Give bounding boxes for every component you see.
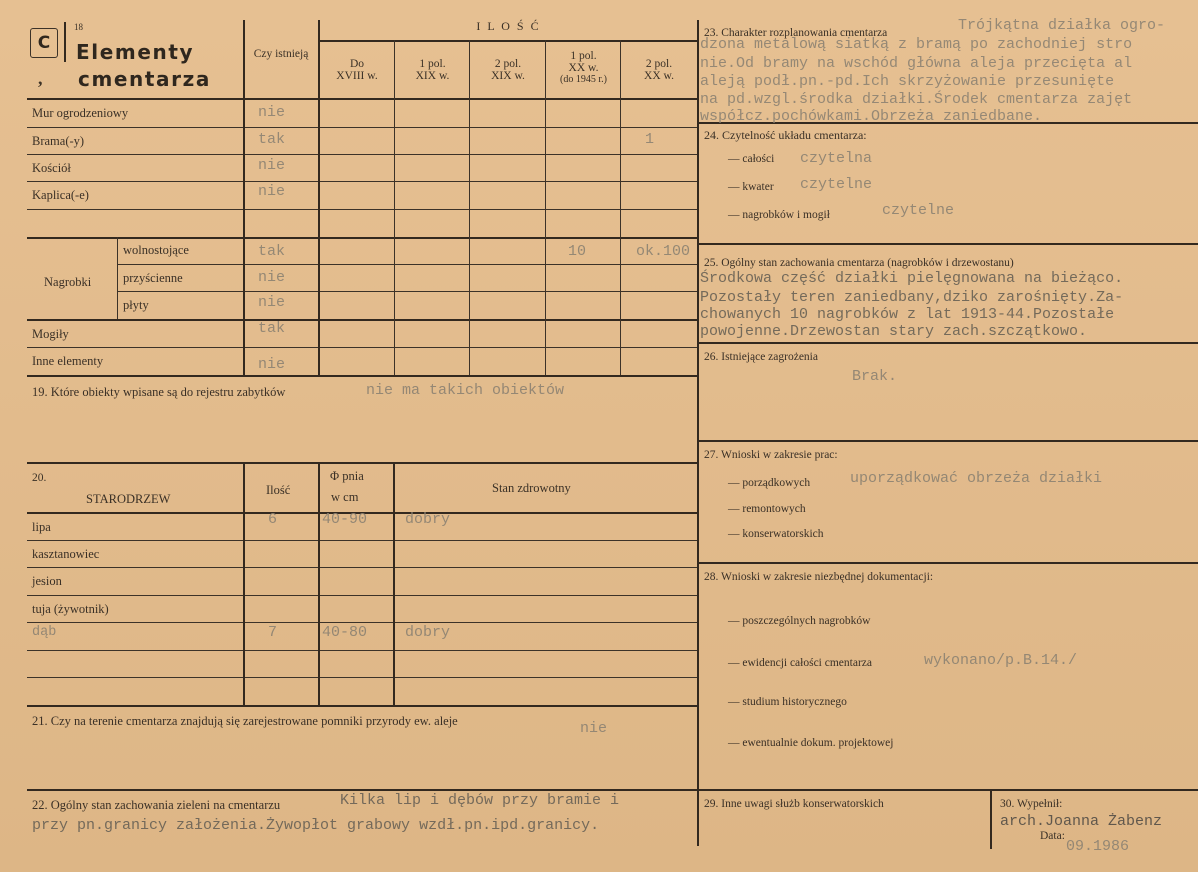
divider bbox=[545, 40, 546, 375]
q28-b-label: — ewidencji całości cmentarza bbox=[728, 657, 872, 669]
row-label-plyty: płyty bbox=[123, 298, 149, 312]
q19-label: 19. Które obiekty wpisane są do rejestru zabytków bbox=[32, 385, 286, 399]
tree-dia-lipa: 40-90 bbox=[322, 511, 368, 528]
q20-heading: STARODRZEW bbox=[86, 492, 171, 506]
q27-b-label: — remontowych bbox=[728, 503, 806, 515]
q22-answer-line2: przy pn.granicy założenia.Żywopłot grabowy wzdł.pn.ipd.granicy. bbox=[32, 817, 600, 834]
divider bbox=[27, 209, 697, 210]
tree-count-lipa: 6 bbox=[268, 511, 278, 528]
row-value-wolnostojace-2pol-xx: ok.100 bbox=[636, 243, 691, 260]
divider bbox=[64, 22, 66, 62]
col-czy-istnieja: Czy istnieją bbox=[253, 48, 309, 60]
row-value-brama-exists: tak bbox=[258, 131, 286, 148]
tree-state-lipa: dobry bbox=[405, 511, 451, 528]
row-label-kosciol: Kościół bbox=[32, 161, 71, 175]
q28-b-value: wykonano/p.B.14./ bbox=[924, 652, 1078, 669]
q26-label: 26. Istniejące zagrożenia bbox=[704, 351, 818, 363]
q30-date-label: Data: bbox=[1040, 830, 1065, 842]
q20-col-fi: Φ pnia bbox=[330, 469, 364, 483]
section-title-line2: cmentarza bbox=[78, 67, 211, 91]
divider bbox=[117, 237, 118, 319]
divider bbox=[27, 127, 697, 128]
q21-answer: nie bbox=[580, 720, 608, 737]
q23-line6: współcz.pochówkami.Obrzeża zaniedbane. bbox=[700, 108, 1043, 125]
section-letter-box bbox=[30, 28, 58, 58]
q24-b-value: czytelne bbox=[800, 176, 873, 193]
section-number: 18 bbox=[74, 22, 83, 32]
q23-label: 23. Charakter rozplanowania cmentarza bbox=[704, 27, 888, 39]
col-1pol-xx: 1 pol. XX w. (do 1945 r.) bbox=[560, 50, 607, 85]
divider bbox=[27, 650, 697, 651]
tree-name-lipa: lipa bbox=[32, 520, 51, 534]
row-value-mogily-exists: tak bbox=[258, 320, 286, 337]
q23-line2: dzona metalową siatką z bramą po zachodniej stro bbox=[700, 36, 1133, 53]
row-label-brama: Brama(-y) bbox=[32, 134, 85, 148]
divider bbox=[469, 40, 470, 375]
q25-label: 25. Ogólny stan zachowania cmentarza (nagrobków i drzewostanu) bbox=[704, 257, 1014, 269]
tree-state-dab: dobry bbox=[405, 624, 451, 641]
row-label-nagrobki: Nagrobki bbox=[44, 275, 92, 289]
divider bbox=[27, 462, 697, 464]
row-label-mur: Mur ogrodzeniowy bbox=[32, 106, 129, 120]
q19-answer: nie ma takich obiektów bbox=[366, 382, 565, 399]
q24-label: 24. Czytelność układu cmentarza: bbox=[704, 128, 867, 142]
q23-line4: aleją podł.pn.-pd.Ich skrzyżowanie przesunięte bbox=[700, 73, 1115, 90]
divider bbox=[394, 40, 395, 375]
q28-d-label: — ewentualnie dokum. projektowej bbox=[728, 737, 894, 749]
q30-date: 09.1986 bbox=[1066, 838, 1130, 855]
q30-label: 30. Wypełnił: bbox=[1000, 798, 1063, 810]
divider bbox=[117, 291, 697, 292]
row-value-wolnostojace-exists: tak bbox=[258, 243, 286, 260]
q24-a-value: czytelna bbox=[800, 150, 873, 167]
q26-answer: Brak. bbox=[852, 368, 898, 385]
q29-label: 29. Inne uwagi służb konserwatorskich bbox=[704, 798, 884, 810]
divider bbox=[318, 462, 320, 705]
tree-name-kasztanowiec: kasztanowiec bbox=[32, 547, 100, 561]
q25-line4: powojenne.Drzewostan stary zach.szczątkowo. bbox=[700, 323, 1088, 340]
tree-count-dab: 7 bbox=[268, 624, 278, 641]
q20-col-cm: w cm bbox=[331, 490, 359, 504]
q25-line3: chowanych 10 nagrobków z lat 1913-44.Pozostałe bbox=[700, 306, 1115, 323]
q27-a-value: uporządkować obrzeża działki bbox=[850, 470, 1103, 487]
divider bbox=[27, 98, 697, 100]
divider bbox=[27, 319, 697, 321]
row-value-przyscienne-exists: nie bbox=[258, 269, 286, 286]
divider bbox=[318, 40, 697, 42]
divider bbox=[27, 375, 697, 377]
q21-label: 21. Czy na terenie cmentarza znajdują się zarejestrowane pomniki przyrody ew. aleje bbox=[32, 714, 458, 728]
divider bbox=[27, 540, 697, 541]
q24-c-value: czytelne bbox=[882, 202, 955, 219]
q27-a-label: — porządkowych bbox=[728, 477, 811, 489]
divider bbox=[697, 243, 1198, 245]
row-label-wolnostojace: wolnostojące bbox=[123, 243, 189, 257]
q24-b-label: — kwater bbox=[728, 181, 774, 193]
divider bbox=[697, 562, 1198, 564]
section-title-line1: Elementy bbox=[76, 40, 195, 64]
q20-number: 20. bbox=[32, 472, 47, 484]
q25-line2: Pozostały teren zaniedbany,dziko zarośnięty.Za- bbox=[700, 289, 1124, 306]
divider bbox=[27, 347, 697, 348]
divider bbox=[27, 622, 697, 623]
divider bbox=[243, 462, 245, 705]
col-ilosc: I L O Ś Ć bbox=[476, 19, 541, 33]
divider bbox=[27, 237, 697, 239]
row-label-przyscienne: przyścienne bbox=[123, 271, 183, 285]
comma-mark: , bbox=[38, 68, 43, 88]
tree-name-dab: dąb bbox=[32, 625, 57, 640]
tree-name-tuja: tuja (żywotnik) bbox=[32, 602, 109, 616]
divider bbox=[697, 20, 699, 846]
q20-col-ilosc: Ilość bbox=[266, 483, 291, 497]
row-value-kosciol-exists: nie bbox=[258, 157, 286, 174]
section-letter: C bbox=[37, 33, 51, 53]
q28-c-label: — studium historycznego bbox=[728, 696, 847, 708]
row-value-brama-count: 1 bbox=[645, 131, 655, 148]
divider bbox=[27, 181, 697, 182]
q22-answer-line1: Kilka lip i dębów przy bramie i bbox=[340, 792, 620, 809]
divider bbox=[27, 789, 1198, 791]
divider bbox=[27, 677, 697, 678]
row-value-plyty-exists: nie bbox=[258, 294, 286, 311]
q27-c-label: — konserwatorskich bbox=[728, 528, 824, 540]
q30-name: arch.Joanna Żabenz bbox=[1000, 813, 1163, 830]
row-value-wolnostojace-1pol-xx: 10 bbox=[568, 243, 587, 260]
row-value-mur-exists: nie bbox=[258, 104, 286, 121]
row-value-kaplica-exists: nie bbox=[258, 183, 286, 200]
q20-col-stan: Stan zdrowotny bbox=[492, 481, 571, 495]
divider bbox=[243, 20, 245, 375]
q24-c-label: — nagrobków i mogił bbox=[728, 209, 830, 221]
divider bbox=[620, 40, 621, 375]
q22-label: 22. Ogólny stan zachowania zieleni na cmentarzu bbox=[32, 798, 281, 812]
divider bbox=[27, 567, 697, 568]
q23-line3: nie.Od bramy na wschód główna aleja przecięta al bbox=[700, 55, 1133, 72]
q28-a-label: — poszczególnych nagrobków bbox=[728, 615, 871, 627]
col-1pol-xix: 1 pol. XIX w. bbox=[415, 58, 450, 82]
tree-name-jesion: jesion bbox=[32, 574, 62, 588]
divider bbox=[393, 462, 395, 705]
row-label-inne: Inne elementy bbox=[32, 354, 104, 368]
divider bbox=[117, 264, 697, 265]
divider bbox=[27, 154, 697, 155]
row-value-inne-exists: nie bbox=[258, 356, 286, 373]
divider bbox=[697, 440, 1198, 442]
q25-line1: Środkowa część działki pielęgnowana na bieżąco. bbox=[700, 270, 1124, 287]
col-xviii: Do XVIII w. bbox=[336, 58, 378, 82]
q27-label: 27. Wnioski w zakresie prac: bbox=[704, 449, 838, 461]
tree-dia-dab: 40-80 bbox=[322, 624, 368, 641]
divider bbox=[697, 342, 1198, 344]
q23-line1: Trójkątna działka ogro- bbox=[958, 17, 1166, 34]
divider bbox=[27, 595, 697, 596]
row-label-mogily: Mogiły bbox=[32, 327, 69, 341]
col-2pol-xix: 2 pol. XIX w. bbox=[491, 58, 525, 82]
q28-label: 28. Wnioski w zakresie niezbędnej dokumentacji: bbox=[704, 571, 934, 583]
col-2pol-xx: 2 pol. XX w. bbox=[644, 58, 674, 82]
divider bbox=[27, 705, 697, 707]
divider bbox=[990, 789, 992, 849]
q24-a-label: — całości bbox=[728, 153, 775, 165]
q23-line5: na pd.wzgl.środka działki.Środek cmentarza zajęt bbox=[700, 91, 1133, 108]
row-label-kaplica: Kaplica(-e) bbox=[32, 188, 89, 202]
